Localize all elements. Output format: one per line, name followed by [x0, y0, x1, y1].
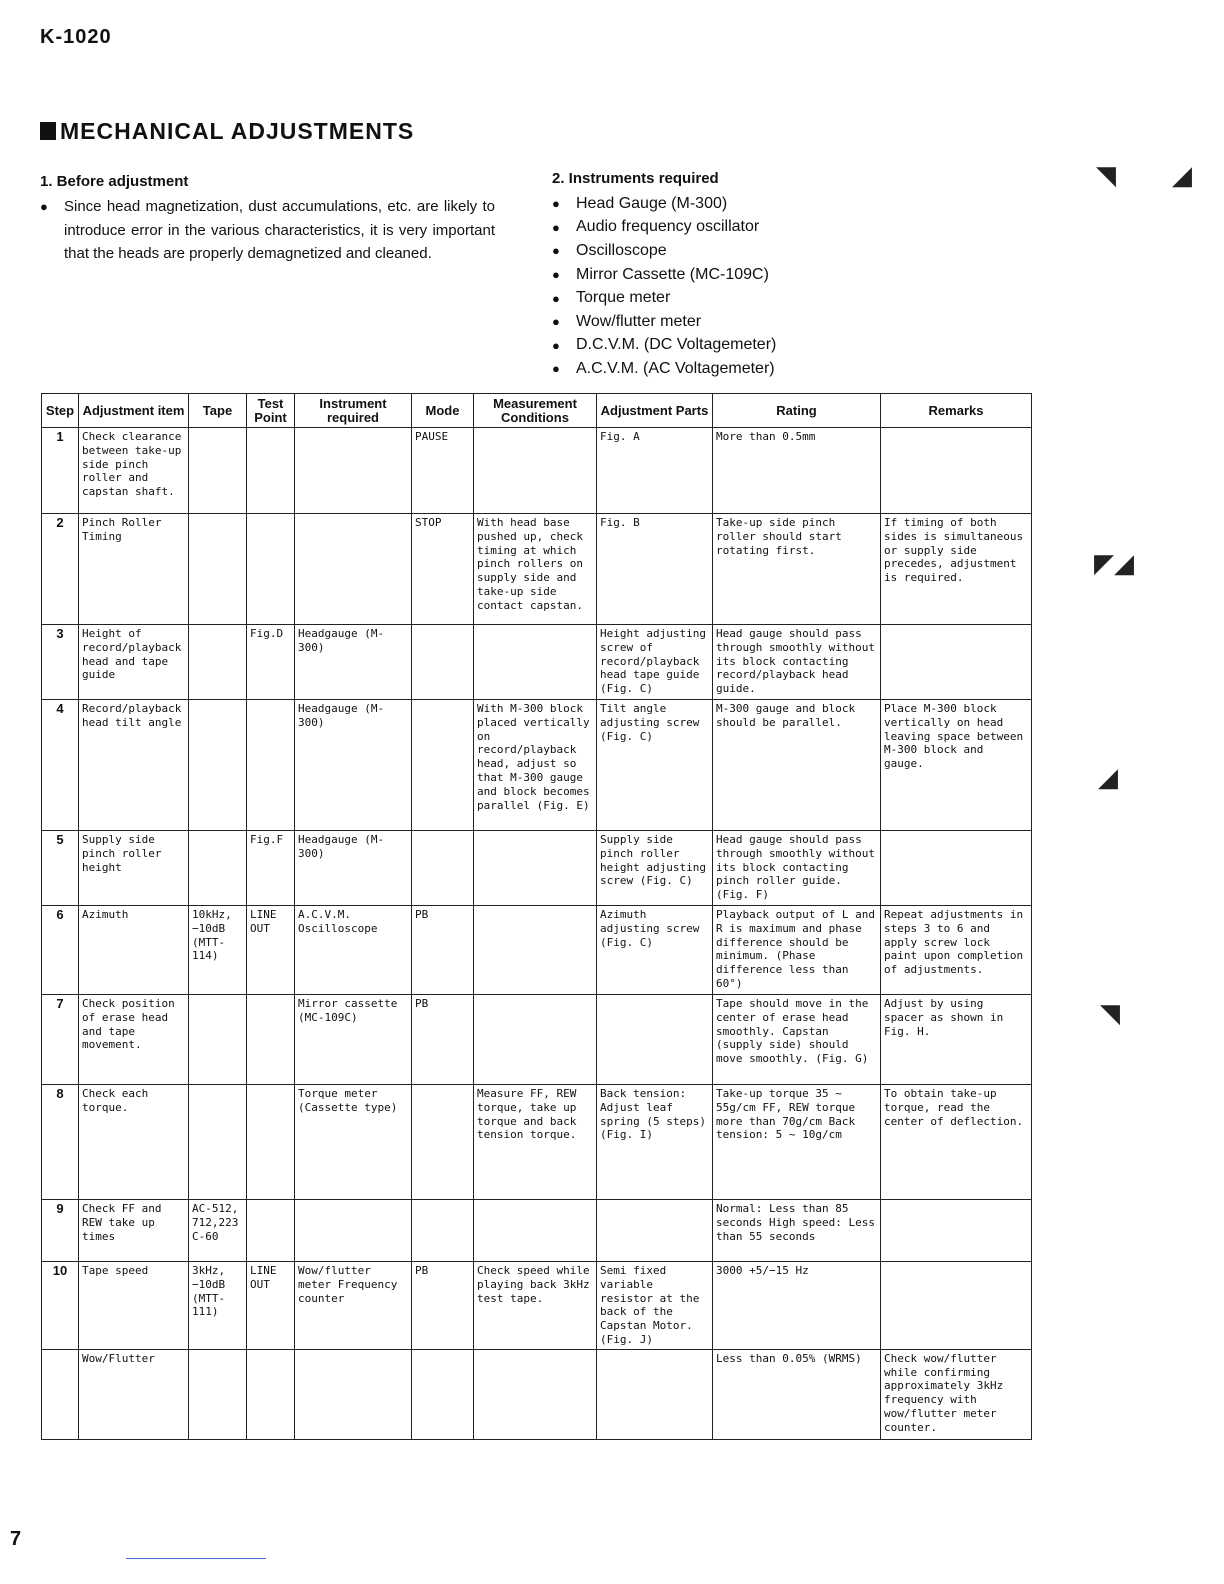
cell-mode: STOP	[412, 514, 474, 625]
cell-instrument	[295, 1200, 412, 1262]
cell-rating: Head gauge should pass through smoothly without its block contacting pinch roller guide. (Fig. F)	[713, 831, 881, 906]
cell-mode	[412, 700, 474, 831]
bullet-icon: ●	[552, 290, 560, 306]
model-number: K-1020	[40, 26, 112, 48]
cell-adjustment-parts: Fig. B	[597, 514, 713, 625]
bullet-icon: ●	[552, 314, 560, 330]
cell-test-point	[247, 1200, 295, 1262]
table-row	[42, 428, 1032, 514]
cell-remarks	[881, 831, 1032, 906]
cell-step: 7	[42, 995, 79, 1085]
header-remarks: Remarks	[881, 394, 1032, 428]
cell-step: 1	[42, 428, 79, 514]
cell-remarks: To obtain take-up torque, read the center of deflection.	[881, 1085, 1032, 1200]
cell-instrument: Headgauge (M-300)	[295, 831, 412, 906]
page-title: MECHANICAL ADJUSTMENTS	[60, 118, 415, 144]
list-item	[552, 286, 872, 310]
cell-test-point: LINE OUT	[247, 1262, 295, 1350]
cell-measurement: Measure FF, REW torque, take up torque and back tension torque.	[474, 1085, 597, 1200]
cell-mode: PB	[412, 1262, 474, 1350]
square-bullet-icon	[40, 122, 56, 140]
header-step: Step	[42, 394, 79, 428]
header-instrument: Instrument required	[295, 394, 412, 428]
cell-adjustment-item: Pinch Roller Timing	[79, 514, 189, 625]
cell-mode	[412, 1200, 474, 1262]
header-test-point: Test Point	[247, 394, 295, 428]
cell-adjustment-item: Supply side pinch roller height	[79, 831, 189, 906]
before-adjustment-section	[40, 173, 495, 266]
cell-mode: PAUSE	[412, 428, 474, 514]
cell-mode: PB	[412, 906, 474, 995]
instrument-label: D.C.V.M. (DC Voltagemeter)	[576, 336, 777, 354]
cell-tape	[189, 1349, 247, 1439]
table-row	[42, 700, 1032, 831]
cell-measurement	[474, 831, 597, 906]
cell-instrument: Torque meter (Cassette type)	[295, 1085, 412, 1200]
cell-remarks: Check wow/flutter while confirming approximately 3kHz frequency with wow/flutter meter counter.	[881, 1349, 1032, 1439]
cell-instrument: Headgauge (M-300)	[295, 625, 412, 700]
cell-step: 2	[42, 514, 79, 625]
instruments-section	[552, 170, 872, 381]
cell-measurement: Check speed while playing back 3kHz test tape.	[474, 1262, 597, 1350]
header-measurement-conditions: Measurement Conditions	[474, 394, 597, 428]
instrument-label: Mirror Cassette (MC-109C)	[576, 265, 769, 283]
cell-adjustment-parts	[597, 1200, 713, 1262]
cell-adjustment-parts: Back tension: Adjust leaf spring (5 steps) (Fig. I)	[597, 1085, 713, 1200]
cell-rating: Tape should move in the center of erase head smoothly. Capstan (supply side) should move smoothly. (Fig. G)	[713, 995, 881, 1085]
cell-measurement: With head base pushed up, check timing at which pinch rollers on supply side and take-up side contact capstan.	[474, 514, 597, 625]
margin-mark-icon: ◤◢	[1094, 548, 1134, 578]
cell-instrument	[295, 1349, 412, 1439]
cell-test-point: LINE OUT	[247, 906, 295, 995]
table-header-row	[42, 394, 1032, 428]
cell-rating: Playback output of L and R is maximum and phase difference should be minimum. (Phase difference less than 60°)	[713, 906, 881, 995]
cell-remarks: Adjust by using spacer as shown in Fig. H.	[881, 995, 1032, 1085]
table-row	[42, 1200, 1032, 1262]
cell-remarks: If timing of both sides is simultaneous or supply side precedes, adjustment is required.	[881, 514, 1032, 625]
table-row	[42, 1349, 1032, 1439]
bullet-icon: ●	[552, 361, 560, 377]
cell-tape	[189, 428, 247, 514]
cell-rating: Normal: Less than 85 seconds High speed: Less than 55 seconds	[713, 1200, 881, 1262]
cell-step: 10	[42, 1262, 79, 1350]
cell-test-point	[247, 514, 295, 625]
cell-step: 5	[42, 831, 79, 906]
cell-tape: 10kHz, −10dB (MTT-114)	[189, 906, 247, 995]
instrument-label: A.C.V.M. (AC Voltagemeter)	[576, 359, 775, 377]
cell-mode	[412, 1349, 474, 1439]
cell-mode: PB	[412, 995, 474, 1085]
cell-remarks	[881, 625, 1032, 700]
cell-instrument: Headgauge (M-300)	[295, 700, 412, 831]
instrument-label: Oscilloscope	[576, 241, 667, 259]
instruments-list	[552, 192, 872, 381]
page-title-block	[40, 118, 414, 145]
adjustment-table	[41, 393, 1032, 1440]
cell-adjustment-item: Wow/Flutter	[79, 1349, 189, 1439]
cell-mode	[412, 625, 474, 700]
table-row	[42, 906, 1032, 995]
before-bullet-text: Since head magnetization, dust accumulations, etc. are likely to introduce error in the various characteristics, it is very important that the heads are properly demagnetized and cleaned.	[64, 198, 495, 262]
margin-mark-icon: ◢	[1098, 762, 1118, 792]
cell-adjustment-parts	[597, 995, 713, 1085]
cell-tape	[189, 625, 247, 700]
instrument-label: Torque meter	[576, 289, 671, 307]
cell-adjustment-parts: Azimuth adjusting screw (Fig. C)	[597, 906, 713, 995]
margin-mark-icon: ◥	[1096, 160, 1116, 190]
cell-adjustment-item: Azimuth	[79, 906, 189, 995]
list-item	[552, 310, 872, 334]
cell-adjustment-item: Check clearance between take-up side pinch roller and capstan shaft.	[79, 428, 189, 514]
cell-step: 4	[42, 700, 79, 831]
bullet-icon: ●	[552, 196, 560, 212]
cell-rating: 3000 +5/−15 Hz	[713, 1262, 881, 1350]
bullet-icon: ●	[40, 199, 48, 214]
cell-measurement: With M-300 block placed vertically on record/playback head, adjust so that M-300 gauge and block becomes parallel (Fig. E)	[474, 700, 597, 831]
cell-test-point: Fig.F	[247, 831, 295, 906]
header-tape: Tape	[189, 394, 247, 428]
table-row	[42, 995, 1032, 1085]
table-row	[42, 831, 1032, 906]
cell-rating: Take-up torque 35 ~ 55g/cm FF, REW torque more than 70g/cm Back tension: 5 ~ 10g/cm	[713, 1085, 881, 1200]
bullet-icon: ●	[552, 243, 560, 259]
cell-adjustment-parts: Fig. A	[597, 428, 713, 514]
cell-mode	[412, 1085, 474, 1200]
cell-tape	[189, 995, 247, 1085]
cell-adjustment-item: Tape speed	[79, 1262, 189, 1350]
cell-measurement	[474, 995, 597, 1085]
cell-test-point	[247, 700, 295, 831]
instruments-heading: 2. Instruments required	[552, 170, 719, 187]
cell-measurement	[474, 906, 597, 995]
cell-measurement	[474, 1200, 597, 1262]
cell-adjustment-parts	[597, 1349, 713, 1439]
cell-mode	[412, 831, 474, 906]
cell-rating: M-300 gauge and block should be parallel.	[713, 700, 881, 831]
cell-rating: Take-up side pinch roller should start rotating first.	[713, 514, 881, 625]
cell-rating: Head gauge should pass through smoothly without its block contacting record/playback head guide.	[713, 625, 881, 700]
cell-adjustment-item: Record/playback head tilt angle	[79, 700, 189, 831]
cell-adjustment-parts: Supply side pinch roller height adjusting screw (Fig. C)	[597, 831, 713, 906]
cell-rating: More than 0.5mm	[713, 428, 881, 514]
cell-step	[42, 1349, 79, 1439]
list-item	[552, 334, 872, 358]
cell-adjustment-item: Check each torque.	[79, 1085, 189, 1200]
instrument-label: Head Gauge (M-300)	[576, 194, 728, 212]
margin-mark-icon: ◥	[1100, 998, 1120, 1028]
cell-test-point	[247, 995, 295, 1085]
header-adjustment-parts: Adjustment Parts	[597, 394, 713, 428]
cell-step: 3	[42, 625, 79, 700]
header-rating: Rating	[713, 394, 881, 428]
cell-measurement	[474, 625, 597, 700]
divider	[126, 1558, 266, 1559]
cell-test-point: Fig.D	[247, 625, 295, 700]
cell-test-point	[247, 428, 295, 514]
before-bullet	[40, 195, 495, 266]
cell-measurement	[474, 428, 597, 514]
header-adjustment-item: Adjustment item	[79, 394, 189, 428]
cell-measurement	[474, 1349, 597, 1439]
before-heading: 1. Before adjustment	[40, 173, 189, 190]
cell-test-point	[247, 1085, 295, 1200]
instrument-label: Audio frequency oscillator	[576, 218, 760, 236]
margin-mark-icon: ◢	[1172, 160, 1192, 190]
list-item	[552, 216, 872, 240]
cell-step: 8	[42, 1085, 79, 1200]
page-number: 7	[10, 1528, 22, 1550]
cell-adjustment-parts: Tilt angle adjusting screw (Fig. C)	[597, 700, 713, 831]
cell-instrument	[295, 514, 412, 625]
cell-step: 6	[42, 906, 79, 995]
table-row	[42, 1262, 1032, 1350]
table-row	[42, 1085, 1032, 1200]
cell-test-point	[247, 1349, 295, 1439]
table-row	[42, 625, 1032, 700]
list-item	[552, 357, 872, 381]
table-row	[42, 514, 1032, 625]
cell-remarks	[881, 1200, 1032, 1262]
instrument-label: Wow/flutter meter	[576, 312, 702, 330]
cell-rating: Less than 0.05% (WRMS)	[713, 1349, 881, 1439]
cell-tape: AC-512, 712,223 C-60	[189, 1200, 247, 1262]
list-item	[552, 263, 872, 287]
cell-tape	[189, 1085, 247, 1200]
cell-adjustment-item: Check position of erase head and tape movement.	[79, 995, 189, 1085]
list-item	[552, 192, 872, 216]
bullet-icon: ●	[552, 219, 560, 235]
cell-remarks	[881, 1262, 1032, 1350]
cell-instrument	[295, 428, 412, 514]
cell-step: 9	[42, 1200, 79, 1262]
cell-remarks: Place M-300 block vertically on head leaving space between M-300 block and gauge.	[881, 700, 1032, 831]
cell-tape	[189, 831, 247, 906]
cell-tape	[189, 700, 247, 831]
cell-remarks: Repeat adjustments in steps 3 to 6 and apply screw lock paint upon completion of adjustments.	[881, 906, 1032, 995]
cell-tape	[189, 514, 247, 625]
cell-instrument: Mirror cassette (MC-109C)	[295, 995, 412, 1085]
cell-adjustment-item: Check FF and REW take up times	[79, 1200, 189, 1262]
cell-instrument: Wow/flutter meter Frequency counter	[295, 1262, 412, 1350]
cell-adjustment-parts: Semi fixed variable resistor at the back of the Capstan Motor. (Fig. J)	[597, 1262, 713, 1350]
list-item	[552, 239, 872, 263]
bullet-icon: ●	[552, 337, 560, 353]
cell-adjustment-parts: Height adjusting screw of record/playback head tape guide (Fig. C)	[597, 625, 713, 700]
cell-instrument: A.C.V.M. Oscilloscope	[295, 906, 412, 995]
cell-remarks	[881, 428, 1032, 514]
bullet-icon: ●	[552, 267, 560, 283]
header-mode: Mode	[412, 394, 474, 428]
cell-tape: 3kHz, −10dB (MTT-111)	[189, 1262, 247, 1350]
cell-adjustment-item: Height of record/playback head and tape guide	[79, 625, 189, 700]
